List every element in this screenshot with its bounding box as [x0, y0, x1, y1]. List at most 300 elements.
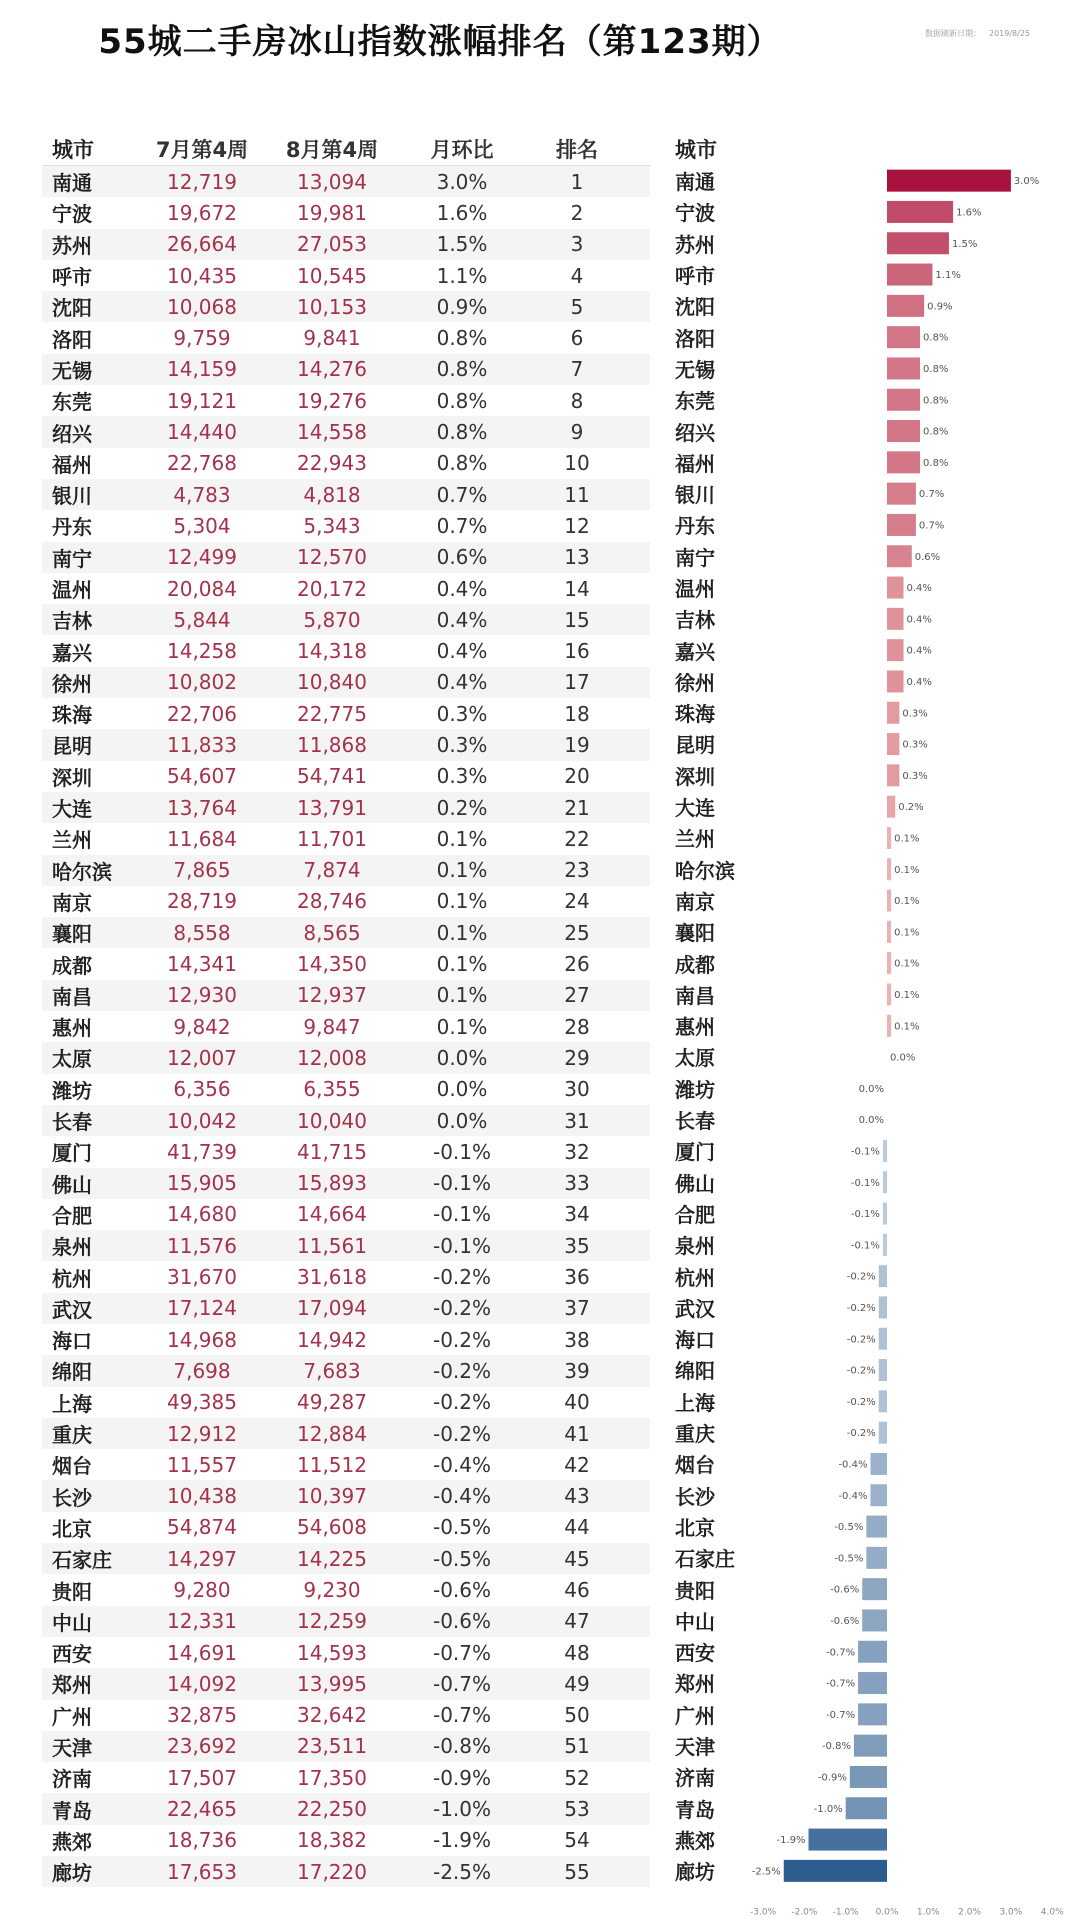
- cell-rank: 52: [564, 1765, 590, 1790]
- cell-city: 深圳: [52, 765, 92, 790]
- cell-aug-week4: 7,683: [303, 1358, 361, 1383]
- cell-july-week4: 14,341: [167, 952, 237, 977]
- cell-rank: 21: [564, 795, 590, 820]
- bar: [887, 764, 899, 786]
- bar-data-label: 0.8%: [923, 426, 949, 438]
- cell-rank: 30: [564, 1077, 590, 1102]
- cell-july-week4: 54,607: [167, 764, 237, 789]
- cell-july-week4: 9,280: [173, 1578, 231, 1602]
- header-mom: 月环比: [430, 138, 494, 162]
- bar: [862, 1609, 887, 1631]
- bar-data-label: -0.2%: [846, 1428, 876, 1440]
- cell-rank: 47: [564, 1609, 590, 1634]
- cell-mom: -0.5%: [432, 1546, 492, 1571]
- bar-data-label: 0.0%: [890, 1052, 916, 1064]
- cell-july-week4: 19,672: [167, 200, 237, 225]
- cell-aug-week4: 10,040: [297, 1108, 367, 1133]
- cell-city: 中山: [52, 1610, 92, 1635]
- cell-rank: 51: [564, 1734, 590, 1759]
- bar-data-label: 0.0%: [858, 1115, 884, 1127]
- cell-july-week4: 11,833: [167, 732, 237, 757]
- bar: [879, 1390, 887, 1412]
- bar-data-label: 0.1%: [894, 833, 920, 845]
- cell-july-week4: 14,440: [167, 420, 237, 445]
- chart-city-label: 燕郊: [675, 1828, 715, 1853]
- cell-mom: -0.2%: [432, 1265, 492, 1290]
- bar-data-label: 0.4%: [906, 676, 932, 688]
- cell-city: 嘉兴: [52, 640, 92, 665]
- cell-rank: 32: [564, 1139, 590, 1164]
- cell-rank: 50: [564, 1703, 590, 1728]
- cell-july-week4: 7,698: [173, 1358, 231, 1383]
- bar-data-label: -0.9%: [817, 1772, 847, 1784]
- cell-mom: 0.1%: [436, 1014, 488, 1039]
- cell-city: 大连: [52, 797, 92, 822]
- cell-mom: -0.1%: [432, 1202, 492, 1227]
- cell-rank: 14: [564, 576, 590, 601]
- cell-rank: 34: [564, 1202, 590, 1227]
- chart-city-label: 廊坊: [675, 1860, 715, 1885]
- bar: [887, 1015, 891, 1037]
- cell-aug-week4: 27,053: [297, 232, 367, 257]
- cell-aug-week4: 14,276: [297, 357, 367, 382]
- cell-july-week4: 20,084: [167, 576, 237, 601]
- bar-data-label: 0.1%: [894, 864, 920, 876]
- cell-mom: -0.2%: [432, 1390, 492, 1415]
- cell-rank: 17: [564, 670, 590, 695]
- bar: [862, 1578, 887, 1600]
- cell-mom: 0.0%: [436, 1077, 488, 1102]
- chart-city-label: 济南: [675, 1766, 715, 1791]
- chart-city-label: 哈尔滨: [675, 858, 735, 883]
- chart-city-label: 嘉兴: [675, 639, 715, 664]
- cell-rank: 18: [564, 701, 590, 726]
- cell-july-week4: 6,356: [173, 1077, 231, 1102]
- bar: [784, 1860, 887, 1882]
- cell-rank: 9: [570, 420, 584, 445]
- header-rank: 排名: [556, 138, 598, 162]
- cell-city: 宁波: [52, 202, 92, 227]
- chart-city-label: 长沙: [675, 1484, 715, 1509]
- cell-mom: -0.7%: [432, 1640, 492, 1665]
- bar: [887, 983, 891, 1005]
- bar-data-label: 0.1%: [894, 958, 920, 970]
- bar-data-label: 0.3%: [902, 739, 928, 751]
- chart-city-label: 长春: [675, 1109, 715, 1134]
- chart-city-label: 中山: [675, 1609, 715, 1634]
- cell-july-week4: 22,465: [167, 1797, 237, 1822]
- cell-rank: 10: [564, 451, 590, 476]
- bar: [887, 201, 953, 223]
- bar-data-label: -1.0%: [813, 1803, 843, 1815]
- cell-city: 海口: [52, 1329, 92, 1354]
- bar-data-label: -0.2%: [846, 1271, 876, 1283]
- cell-city: 武汉: [52, 1297, 92, 1322]
- cell-city: 洛阳: [52, 327, 92, 352]
- bar: [887, 952, 891, 974]
- bar-data-label: -0.2%: [846, 1334, 876, 1346]
- bar: [887, 295, 924, 317]
- bar: [887, 264, 932, 286]
- bar-data-label: -0.7%: [826, 1709, 856, 1721]
- cell-july-week4: 31,670: [167, 1265, 237, 1290]
- cell-city: 昆明: [52, 734, 92, 759]
- cell-july-week4: 28,719: [167, 889, 237, 914]
- cell-city: 厦门: [52, 1141, 92, 1166]
- cell-mom: 0.4%: [436, 576, 488, 601]
- cell-july-week4: 22,768: [167, 451, 237, 476]
- cell-mom: -0.7%: [432, 1703, 492, 1728]
- cell-aug-week4: 17,350: [297, 1765, 367, 1790]
- cell-rank: 45: [564, 1546, 590, 1571]
- cell-city: 惠州: [52, 1016, 92, 1041]
- cell-city: 天津: [52, 1735, 92, 1760]
- bar-data-label: -0.1%: [850, 1177, 880, 1189]
- cell-city: 福州: [52, 452, 92, 477]
- cell-city: 廊坊: [52, 1861, 92, 1886]
- cell-city: 燕郊: [52, 1829, 92, 1854]
- bar-data-label: 1.6%: [956, 207, 982, 219]
- chart-city-label: 石家庄: [675, 1547, 735, 1572]
- cell-city: 襄阳: [52, 922, 92, 947]
- cell-aug-week4: 12,937: [297, 983, 367, 1008]
- cell-mom: 0.0%: [436, 1045, 488, 1070]
- bar-data-label: -0.5%: [834, 1522, 864, 1534]
- update-date-value: 2019/8/25: [989, 29, 1031, 38]
- bar: [858, 1672, 887, 1694]
- bar-data-label: 0.9%: [927, 301, 953, 313]
- cell-rank: 48: [564, 1640, 590, 1665]
- cell-july-week4: 5,304: [173, 513, 231, 538]
- cell-july-week4: 10,042: [167, 1108, 237, 1133]
- cell-mom: -0.4%: [432, 1484, 492, 1509]
- chart-city-label: 绍兴: [675, 420, 715, 445]
- cell-mom: -0.4%: [432, 1452, 492, 1477]
- chart-city-label: 太原: [675, 1046, 715, 1071]
- cell-mom: -1.9%: [432, 1828, 492, 1853]
- cell-aug-week4: 10,545: [297, 263, 367, 288]
- cell-mom: 0.8%: [436, 357, 488, 382]
- cell-aug-week4: 9,847: [303, 1014, 361, 1039]
- cell-city: 烟台: [52, 1454, 92, 1479]
- chart-city-label: 深圳: [675, 764, 715, 789]
- cell-rank: 55: [564, 1859, 590, 1884]
- cell-mom: 0.1%: [436, 858, 488, 883]
- cell-rank: 35: [564, 1233, 590, 1258]
- cell-july-week4: 12,719: [167, 169, 237, 194]
- cell-rank: 43: [564, 1484, 590, 1509]
- cell-july-week4: 14,159: [167, 357, 237, 382]
- cell-city: 太原: [52, 1047, 92, 1072]
- bar: [887, 827, 891, 849]
- chart-city-label: 大连: [675, 796, 715, 821]
- cell-city: 济南: [52, 1767, 92, 1792]
- bar: [850, 1766, 887, 1788]
- cell-rank: 27: [564, 983, 590, 1008]
- cell-rank: 37: [564, 1296, 590, 1321]
- cell-july-week4: 15,905: [167, 1171, 237, 1196]
- chart-city-label: 温州: [675, 577, 715, 601]
- cell-aug-week4: 19,276: [297, 388, 367, 413]
- bar: [887, 858, 891, 880]
- cell-aug-week4: 10,153: [297, 294, 367, 319]
- header-aug-week4: 8月第4周: [285, 138, 379, 162]
- cell-rank: 13: [564, 545, 590, 570]
- cell-mom: 0.8%: [436, 420, 488, 445]
- cell-rank: 33: [564, 1171, 590, 1196]
- cell-rank: 41: [564, 1421, 590, 1446]
- chart-city-label: 兰州: [675, 827, 715, 852]
- chart-city-label: 无锡: [675, 357, 715, 382]
- bar: [887, 326, 920, 348]
- chart-city-label: 绵阳: [675, 1359, 715, 1384]
- cell-july-week4: 22,706: [167, 701, 237, 726]
- cell-mom: -0.2%: [432, 1421, 492, 1446]
- chart-city-label: 昆明: [675, 733, 715, 758]
- bar: [887, 639, 904, 661]
- x-tick-label: 4.0%: [1040, 1907, 1064, 1918]
- bar: [809, 1829, 887, 1851]
- chart-city-label: 厦门: [675, 1140, 715, 1165]
- bar-data-label: 0.4%: [906, 614, 932, 626]
- cell-aug-week4: 14,942: [297, 1327, 367, 1352]
- chart-city-label: 徐州: [675, 670, 715, 695]
- cell-rank: 44: [564, 1515, 590, 1540]
- cell-city: 徐州: [52, 671, 92, 696]
- cell-rank: 6: [570, 326, 584, 351]
- cell-city: 温州: [52, 578, 92, 602]
- cell-city: 吉林: [52, 609, 92, 634]
- chart-city-label: 合肥: [675, 1202, 715, 1227]
- bar: [887, 577, 904, 599]
- bar-data-label: -1.9%: [776, 1835, 806, 1847]
- bar: [887, 796, 895, 818]
- x-tick-label: -1.0%: [832, 1907, 859, 1918]
- cell-rank: 49: [564, 1671, 590, 1696]
- cell-mom: 0.8%: [436, 326, 488, 351]
- header-july-week4: 7月第4周: [155, 138, 249, 162]
- bar: [887, 702, 899, 724]
- cell-july-week4: 10,435: [167, 263, 237, 288]
- bar-data-label: 0.4%: [906, 645, 932, 657]
- bar-data-label: -0.6%: [830, 1584, 860, 1596]
- cell-rank: 53: [564, 1797, 590, 1822]
- bar-data-label: 1.5%: [951, 238, 978, 250]
- cell-mom: 0.1%: [436, 889, 488, 914]
- cell-aug-week4: 13,995: [297, 1671, 367, 1696]
- cell-city: 佛山: [52, 1172, 92, 1197]
- chart-city-label: 丹东: [675, 514, 715, 539]
- cell-aug-week4: 13,791: [297, 795, 367, 820]
- bar-data-label: -0.2%: [846, 1302, 876, 1314]
- cell-mom: 1.6%: [436, 200, 488, 225]
- bar-data-label: -0.1%: [850, 1209, 880, 1221]
- cell-rank: 20: [564, 764, 590, 789]
- bar: [887, 608, 904, 630]
- cell-city: 长春: [52, 1110, 92, 1135]
- cell-rank: 24: [564, 889, 590, 914]
- cell-city: 重庆: [52, 1423, 92, 1448]
- bar: [858, 1641, 887, 1663]
- bar-data-label: 0.8%: [923, 457, 949, 469]
- chart-city-label: 郑州: [675, 1672, 715, 1697]
- cell-city: 哈尔滨: [52, 859, 112, 884]
- cell-city: 呼市: [52, 265, 92, 290]
- cell-mom: -0.9%: [432, 1765, 492, 1790]
- cell-city: 北京: [52, 1516, 92, 1541]
- cell-july-week4: 26,664: [167, 232, 237, 257]
- chart-city-label: 杭州: [675, 1265, 715, 1290]
- chart-city-label: 烟台: [675, 1453, 715, 1478]
- bar-data-label: -0.5%: [834, 1553, 864, 1565]
- cell-mom: -0.6%: [432, 1578, 492, 1602]
- cell-mom: 0.6%: [436, 545, 488, 570]
- chart-city-label: 惠州: [675, 1015, 715, 1040]
- cell-mom: 0.3%: [436, 732, 488, 757]
- bar-data-label: -0.2%: [846, 1396, 876, 1408]
- chart-city-label: 南昌: [675, 983, 715, 1008]
- cell-rank: 22: [564, 826, 590, 851]
- cell-mom: 0.1%: [436, 952, 488, 977]
- cell-city: 泉州: [52, 1235, 92, 1260]
- bar: [887, 357, 920, 379]
- bar: [883, 1171, 887, 1193]
- cell-aug-week4: 17,220: [297, 1859, 367, 1884]
- cell-july-week4: 12,499: [167, 545, 237, 570]
- cell-aug-week4: 11,868: [297, 732, 367, 757]
- cell-city: 兰州: [52, 828, 92, 853]
- cell-mom: 0.3%: [436, 764, 488, 789]
- cell-july-week4: 49,385: [167, 1390, 237, 1415]
- cell-city: 丹东: [52, 515, 92, 540]
- cell-july-week4: 14,968: [167, 1327, 237, 1352]
- cell-july-week4: 14,297: [167, 1546, 237, 1571]
- cell-july-week4: 10,802: [167, 670, 237, 695]
- cell-rank: 38: [564, 1327, 590, 1352]
- cell-city: 潍坊: [52, 1078, 92, 1103]
- cell-july-week4: 17,507: [167, 1765, 237, 1790]
- cell-city: 贵阳: [52, 1579, 92, 1604]
- chart-city-label: 海口: [675, 1328, 715, 1353]
- chart-city-label: 苏州: [675, 232, 715, 257]
- cell-july-week4: 10,438: [167, 1484, 237, 1509]
- cell-mom: 0.1%: [436, 826, 488, 851]
- bar: [858, 1703, 887, 1725]
- cell-rank: 15: [564, 607, 590, 632]
- chart-city-label: 珠海: [675, 702, 715, 727]
- cell-rank: 8: [570, 388, 584, 413]
- cell-mom: 1.5%: [436, 232, 488, 257]
- bar-data-label: -0.1%: [850, 1146, 880, 1158]
- cell-mom: 0.1%: [436, 983, 488, 1008]
- bar: [879, 1265, 887, 1287]
- bar: [879, 1296, 887, 1318]
- cell-city: 东莞: [52, 390, 92, 415]
- bar: [887, 670, 904, 692]
- cell-aug-week4: 8,565: [303, 920, 361, 945]
- chart-city-label: 贵阳: [675, 1578, 715, 1603]
- chart-city-label: 呼市: [675, 264, 715, 289]
- cell-july-week4: 9,759: [173, 326, 231, 351]
- chart-city-label: 南通: [675, 170, 715, 195]
- cell-aug-week4: 22,250: [297, 1797, 367, 1822]
- bar-data-label: 0.7%: [918, 489, 945, 501]
- cell-aug-week4: 14,664: [297, 1202, 367, 1227]
- chart-city-label: 潍坊: [675, 1077, 715, 1102]
- cell-city: 郑州: [52, 1673, 92, 1698]
- chart-city-label: 青岛: [675, 1797, 715, 1822]
- chart-city-label: 南京: [675, 889, 715, 914]
- update-date-label: 数据刷新日期：: [925, 29, 981, 38]
- cell-july-week4: 9,842: [173, 1014, 231, 1039]
- bar: [887, 483, 916, 505]
- cell-mom: 0.4%: [436, 607, 488, 632]
- cell-mom: -0.2%: [432, 1296, 492, 1321]
- cell-city: 绵阳: [52, 1360, 92, 1385]
- cell-aug-week4: 22,775: [297, 701, 367, 726]
- cell-rank: 7: [570, 357, 584, 382]
- cell-aug-week4: 10,397: [297, 1484, 367, 1509]
- cell-city: 沈阳: [52, 296, 92, 321]
- bar-data-label: 0.1%: [894, 927, 920, 939]
- bar: [887, 420, 920, 442]
- bar-data-label: 0.0%: [858, 1083, 884, 1095]
- cell-july-week4: 17,124: [167, 1296, 237, 1321]
- bar-data-label: 0.8%: [923, 363, 949, 375]
- cell-july-week4: 12,331: [167, 1609, 237, 1634]
- cell-july-week4: 14,092: [167, 1671, 237, 1696]
- chart-city-label: 福州: [675, 451, 715, 476]
- cell-aug-week4: 10,840: [297, 670, 367, 695]
- cell-mom: 0.7%: [436, 513, 488, 538]
- cell-city: 长沙: [52, 1485, 92, 1510]
- chart-city-label: 吉林: [675, 608, 715, 633]
- chart-city-label: 上海: [675, 1390, 715, 1415]
- cell-aug-week4: 11,561: [297, 1233, 367, 1258]
- cell-rank: 11: [564, 482, 590, 507]
- bar: [887, 921, 891, 943]
- cell-mom: -0.8%: [432, 1734, 492, 1759]
- chart-city-label: 广州: [675, 1703, 715, 1728]
- cell-july-week4: 11,576: [167, 1233, 237, 1258]
- cell-mom: 0.8%: [436, 388, 488, 413]
- chart-city-label: 东莞: [675, 389, 715, 414]
- bar-data-label: 0.1%: [894, 989, 920, 1001]
- cell-july-week4: 11,557: [167, 1452, 237, 1477]
- cell-aug-week4: 22,943: [297, 451, 367, 476]
- bar: [887, 545, 912, 567]
- cell-aug-week4: 14,593: [297, 1640, 367, 1665]
- cell-rank: 2: [570, 200, 584, 225]
- bar-data-label: 0.4%: [906, 583, 932, 595]
- cell-aug-week4: 12,884: [297, 1421, 367, 1446]
- bar: [883, 1140, 887, 1162]
- bar: [887, 514, 916, 536]
- bar: [846, 1797, 887, 1819]
- cell-city: 合肥: [52, 1203, 92, 1228]
- chart-city-label: 重庆: [675, 1422, 715, 1447]
- bar-data-label: -0.7%: [826, 1678, 856, 1690]
- x-tick-label: 1.0%: [916, 1907, 940, 1918]
- bar: [879, 1422, 887, 1444]
- cell-city: 银川: [52, 484, 92, 509]
- cell-mom: 0.2%: [436, 795, 488, 820]
- chart-city-label: 武汉: [675, 1296, 715, 1321]
- cell-mom: 1.1%: [436, 263, 488, 288]
- cell-aug-week4: 12,259: [297, 1609, 367, 1634]
- bar: [866, 1547, 887, 1569]
- cell-mom: -2.5%: [432, 1859, 492, 1884]
